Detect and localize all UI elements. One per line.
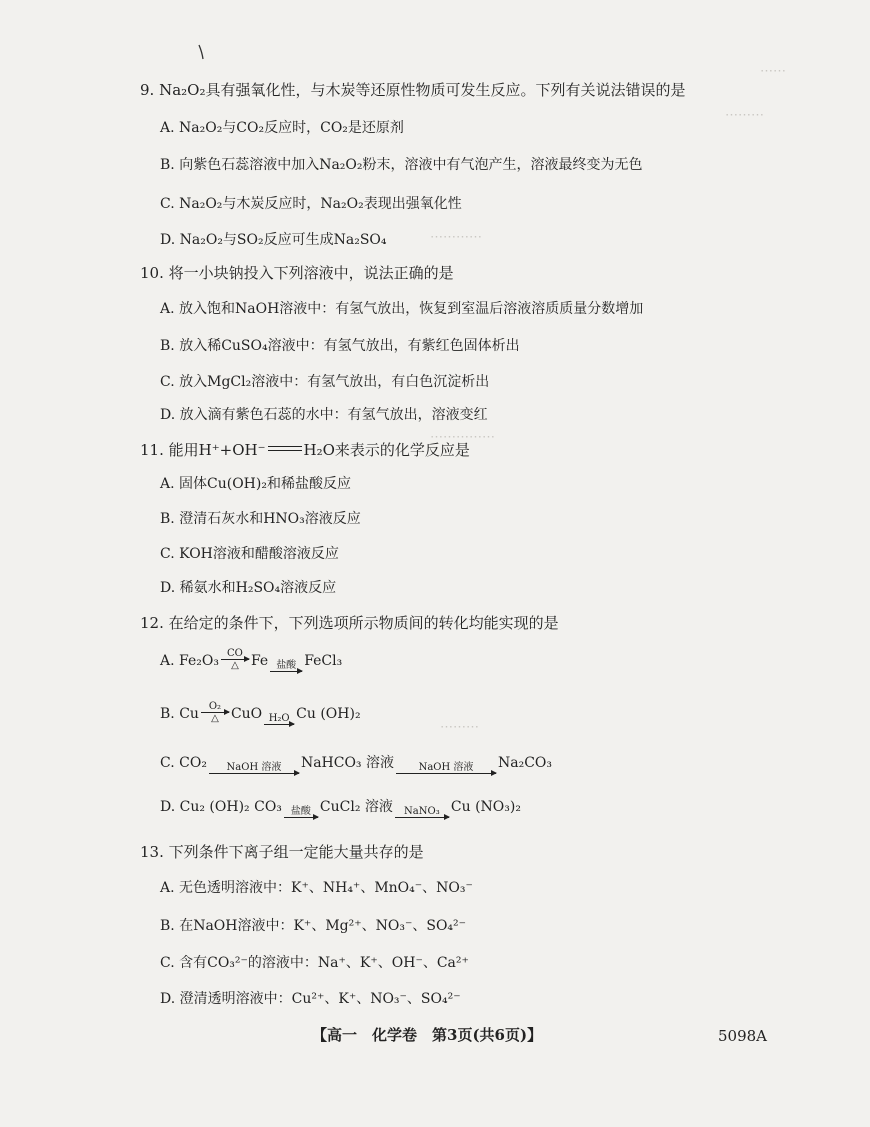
question-9-option-c: C. Na₂O₂与木炭反应时，Na₂O₂表现出强氧化性 (160, 196, 462, 212)
product: FeCl₃ (304, 653, 343, 669)
question-10-option-b: B. 放入稀CuSO₄溶液中：有氢气放出，有紫红色固体析出 (160, 338, 520, 354)
product: Na₂CO₃ (498, 755, 553, 771)
arrow-below (395, 818, 449, 829)
question-10-option-d: D. 放入滴有紫色石蕊的水中：有氢气放出，溶液变红 (160, 407, 488, 423)
question-13-stem: 13. 下列条件下离子组一定能大量共存的是 (140, 843, 424, 861)
intermediate: Fe (250, 653, 269, 669)
reactant: CO₂ (179, 755, 207, 771)
bleed-through-text: ⋯⋯ (760, 64, 786, 79)
arrow-condition: O₂ (208, 701, 222, 712)
reaction-arrow (221, 648, 249, 671)
question-13-option-b: B. 在NaOH溶液中：K⁺、Mg²⁺、NO₃⁻、SO₄²⁻ (160, 918, 467, 934)
product: Cu (OH)₂ (296, 706, 361, 722)
equals-sign-icon (266, 444, 304, 454)
question-12-stem: 12. 在给定的条件下，下列选项所示物质间的转化均能实现的是 (140, 614, 559, 632)
question-12-option-c (160, 753, 552, 785)
reactant: Cu₂ (OH)₂ CO₃ (179, 799, 282, 815)
question-11-option-c: C. KOH溶液和醋酸溶液反应 (160, 546, 339, 562)
intermediate: NaHCO₃ 溶液 (300, 755, 394, 771)
reaction-arrow (395, 806, 449, 829)
bleed-through-text: ⋯⋯⋯⋯ (430, 230, 482, 245)
reaction-arrow (284, 806, 318, 829)
question-13-option-c: C. 含有CO₃²⁻的溶液中：Na⁺、K⁺、OH⁻、Ca²⁺ (160, 955, 469, 971)
exam-code: 5098A (718, 1027, 768, 1045)
reaction-arrow (264, 713, 294, 736)
arrow-below (209, 774, 299, 785)
option-letter: B. (160, 706, 175, 722)
question-11-equation-right: H₂O来表示的化学反应是 (303, 441, 470, 459)
question-12-option-d (160, 797, 521, 829)
product: Cu (NO₃)₂ (450, 799, 521, 815)
bleed-through-text: ⋯⋯⋯ (440, 720, 479, 735)
arrow-heat: △ (231, 660, 239, 671)
option-letter: C. (160, 755, 175, 771)
arrow-condition: 盐酸 (290, 806, 311, 817)
question-9-option-a: A. Na₂O₂与CO₂反应时，CO₂是还原剂 (160, 120, 404, 136)
question-11-equation-left: 能用H⁺+OH⁻ (168, 441, 266, 459)
question-12-option-b (160, 701, 361, 736)
reactant: Fe₂O₃ (179, 653, 219, 669)
question-11-option-a: A. 固体Cu(OH)₂和稀盐酸反应 (160, 476, 351, 492)
arrow-condition: NaOH 溶液 (226, 762, 282, 773)
question-9-option-b: B. 向紫色石蕊溶液中加入Na₂O₂粉末，溶液中有气泡产生，溶液最终变为无色 (160, 157, 643, 173)
question-11-option-b: B. 澄清石灰水和HNO₃溶液反应 (160, 511, 361, 527)
question-11-number: 11. (140, 441, 164, 459)
bleed-through-text: ⋯⋯⋯⋯⋯ (430, 430, 495, 445)
arrow-condition: NaNO₃ (404, 806, 440, 817)
arrow-heat: △ (211, 713, 219, 724)
arrow-condition: NaOH 溶液 (418, 762, 474, 773)
question-11-stem (140, 440, 470, 460)
question-9-stem: 9. Na₂O₂具有强氧化性，与木炭等还原性物质可发生反应。下列有关说法错误的是 (140, 81, 686, 99)
question-11-option-d: D. 稀氨水和H₂SO₄溶液反应 (160, 580, 337, 596)
question-10-option-c: C. 放入MgCl₂溶液中：有氢气放出，有白色沉淀析出 (160, 374, 490, 390)
intermediate: CuO (230, 706, 263, 722)
question-12-option-a (160, 648, 342, 683)
question-10-option-a: A. 放入饱和NaOH溶液中：有氢气放出，恢复到室温后溶液溶质质量分数增加 (160, 301, 644, 317)
question-13-option-d: D. 澄清透明溶液中：Cu²⁺、K⁺、NO₃⁻、SO₄²⁻ (160, 991, 461, 1007)
question-10-stem: 10. 将一小块钠投入下列溶液中，说法正确的是 (140, 264, 454, 282)
reaction-arrow (270, 660, 302, 683)
arrow-below (396, 774, 496, 785)
question-13-option-a: A. 无色透明溶液中：K⁺、NH₄⁺、MnO₄⁻、NO₃⁻ (160, 880, 473, 896)
intermediate: CuCl₂ 溶液 (319, 799, 393, 815)
pen-mark (198, 44, 204, 60)
option-letter: A. (160, 653, 175, 669)
bleed-through-text: ⋯⋯⋯ (725, 108, 764, 123)
arrow-condition: H₂O (268, 713, 290, 724)
page-footer: 【高一 化学卷 第3页(共6页)】 (312, 1026, 543, 1044)
reaction-arrow (201, 701, 229, 724)
reaction-arrow (209, 762, 299, 785)
option-letter: D. (160, 799, 176, 815)
arrow-condition: CO (227, 648, 243, 659)
question-9-option-d: D. Na₂O₂与SO₂反应可生成Na₂SO₄ (160, 232, 387, 248)
reaction-arrow (396, 762, 496, 785)
reactant: Cu (179, 706, 199, 722)
arrow-condition: 盐酸 (276, 660, 297, 671)
